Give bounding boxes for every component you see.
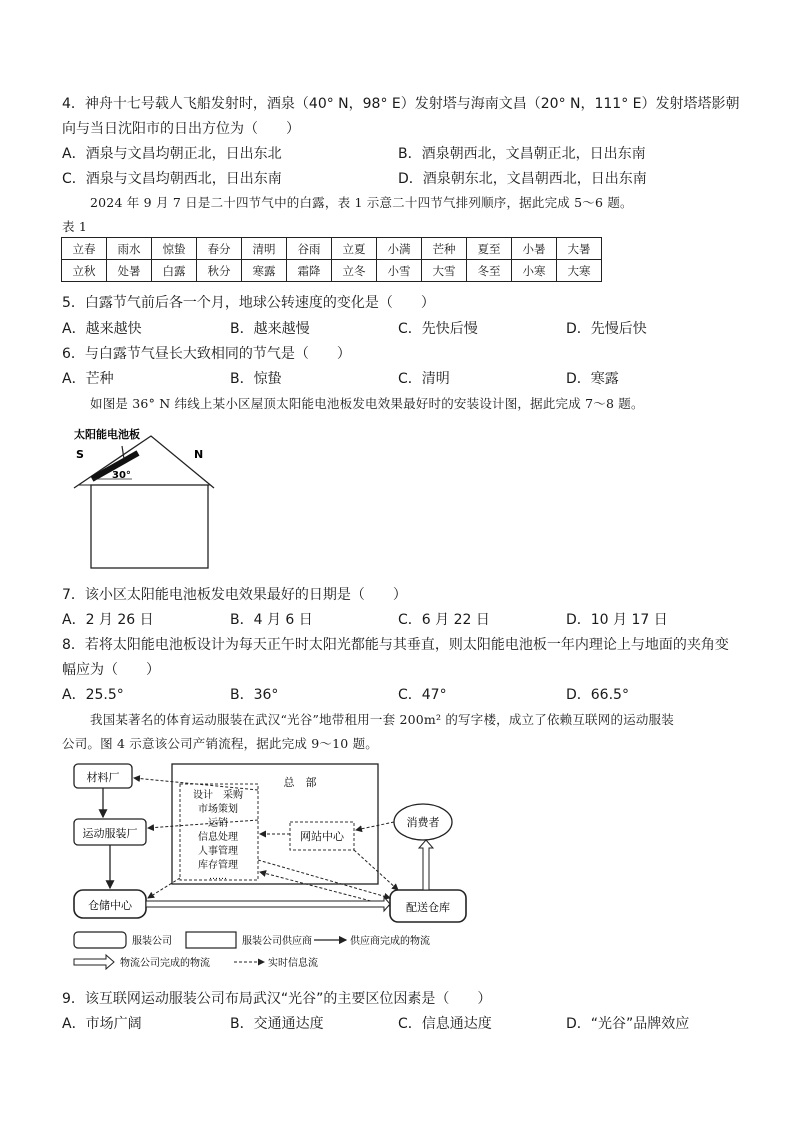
q5-option-a: A．越来越快	[62, 321, 142, 337]
logistics-flow-arrow	[419, 840, 433, 890]
q5-option-d: D．先慢后快	[566, 321, 647, 337]
table-cell: 霜降	[287, 260, 332, 282]
q8-option-a: A．25.5°	[62, 687, 124, 703]
panel-pointer	[122, 446, 124, 459]
hq-item: 运销	[208, 818, 228, 829]
q7-stem: 7．该小区太阳能电池板发电效果最好的日期是（ ）	[62, 587, 407, 603]
q5-stem: 5．白露节气前后各一个月，地球公转速度的变化是（ ）	[62, 295, 435, 311]
q7-option-d: D．10 月 17 日	[566, 612, 668, 628]
table-cell: 春分	[197, 238, 242, 260]
legend-supplier-swatch	[186, 932, 236, 948]
table-cell: 芒种	[422, 238, 467, 260]
garment-factory-label: 运动服装厂	[82, 827, 138, 840]
hq-item: ……	[209, 872, 227, 882]
table-cell: 立冬	[332, 260, 377, 282]
q7-option-c: C．6 月 22 日	[398, 612, 490, 628]
panel-label: 太阳能电池板	[74, 428, 140, 441]
south-label: S	[76, 448, 84, 461]
q6-option-a: A．芒种	[62, 371, 114, 387]
q4-option-d: D．酒泉朝东北，文昌朝西北，日出东南	[398, 171, 647, 187]
table-cell: 白露	[152, 260, 197, 282]
table-cell: 大暑	[557, 238, 602, 260]
table-cell: 小雪	[377, 260, 422, 282]
table-cell: 大寒	[557, 260, 602, 282]
q8-option-c: C．47°	[398, 687, 447, 703]
q9-option-b: B．交通通达度	[230, 1016, 324, 1032]
logistics-flow-arrow	[146, 897, 390, 911]
north-label: N	[194, 448, 204, 461]
hq-item: 库存管理	[198, 860, 238, 871]
q7-option-b: B．4 月 6 日	[230, 612, 313, 628]
table-cell: 立春	[62, 238, 107, 260]
q5-option-c: C．先快后慢	[398, 321, 478, 337]
table1-caption: 表 1	[62, 219, 88, 234]
table-cell: 秋分	[197, 260, 242, 282]
q4-stem-line1: 4．神舟十七号载人飞船发射时，酒泉（40° N，98° E）发射塔与海南文昌（20° N，111° E）发射塔塔影朝	[62, 96, 740, 112]
legend-info-label: 实时信息流	[268, 958, 318, 969]
table-cell: 立秋	[62, 260, 107, 282]
table-cell: 小满	[377, 238, 422, 260]
table-cell: 大雪	[422, 260, 467, 282]
legend-supplier-flow-label: 供应商完成的物流	[350, 936, 430, 947]
hq-item: 设计 采购	[193, 790, 243, 801]
q8-option-b: B．36°	[230, 687, 279, 703]
q9-option-d: D．“光谷”品牌效应	[566, 1016, 690, 1032]
q4-option-a: A．酒泉与文昌均朝正北，日出东北	[62, 146, 282, 162]
q8-option-d: D．66.5°	[566, 687, 629, 703]
q6-option-c: C．清明	[398, 371, 450, 387]
production-sales-flow-figure	[68, 760, 488, 978]
solar-terms-table	[61, 237, 602, 282]
q6-option-d: D．寒露	[566, 371, 619, 387]
table-row	[62, 260, 602, 282]
headquarters-label: 总 部	[283, 776, 317, 789]
table-cell: 寒露	[242, 260, 287, 282]
table-cell: 小暑	[512, 238, 557, 260]
table-cell: 处暑	[107, 260, 152, 282]
house-walls	[91, 485, 208, 568]
table-cell: 清明	[242, 238, 287, 260]
q6-stem: 6．与白露节气昼长大致相同的节气是（ ）	[62, 346, 351, 362]
legend-logistics-label: 物流公司完成的物流	[120, 958, 210, 969]
hq-item: 信息处理	[198, 832, 238, 843]
table-cell: 立夏	[332, 238, 377, 260]
hq-item: 市场策划	[198, 804, 238, 815]
q5-option-b: B．越来越慢	[230, 321, 310, 337]
q4-stem-line2: 向与当日沈阳市的日出方位为（ ）	[62, 121, 300, 137]
legend-logistics-arrow	[74, 955, 114, 969]
q7-option-a: A．2 月 26 日	[62, 612, 154, 628]
q9-option-c: C．信息通达度	[398, 1016, 492, 1032]
table-cell: 雨水	[107, 238, 152, 260]
material-factory-label: 材料厂	[86, 771, 120, 784]
table-cell: 惊蛰	[152, 238, 197, 260]
solar-panel-house-figure	[62, 424, 222, 570]
intro-5-6: 2024 年 9 月 7 日是二十四节气中的白露，表 1 示意二十四节气排列顺序，据此完成 5～6 题。	[90, 195, 633, 210]
table-cell: 谷雨	[287, 238, 332, 260]
q4-option-c: C．酒泉与文昌均朝西北，日出东南	[62, 171, 282, 187]
intro-9-10-line1: 我国某著名的体育运动服装在武汉“光谷”地带租用一套 200m² 的写字楼，成立了依赖互联网的运动服装	[90, 712, 674, 727]
delivery-warehouse-label: 配送仓库	[406, 901, 450, 914]
info-flow-arrow	[148, 878, 180, 898]
intro-7-8: 如图是 36° N 纬线上某小区屋顶太阳能电池板发电效果最好时的安装设计图，据此完成 7～8 题。	[90, 396, 644, 411]
legend-supplier-label: 服装公司供应商	[242, 936, 312, 947]
angle-label: 30°	[112, 470, 131, 481]
q4-option-b: B．酒泉朝西北，文昌朝正北，日出东南	[398, 146, 646, 162]
legend-company-label: 服装公司	[132, 936, 172, 947]
q8-stem-line1: 8．若将太阳能电池板设计为每天正午时太阳光都能与其垂直，则太阳能电池板一年内理论上与地面的夹角变	[62, 637, 729, 653]
consumer-label: 消费者	[406, 816, 440, 829]
warehouse-label: 仓储中心	[88, 899, 132, 912]
q6-option-b: B．惊蛰	[230, 371, 282, 387]
q9-stem: 9．该互联网运动服装公司布局武汉“光谷”的主要区位因素是（ ）	[62, 991, 492, 1007]
hq-item: 人事管理	[198, 846, 238, 857]
q9-option-a: A．市场广阔	[62, 1016, 142, 1032]
q8-stem-line2: 幅应为（ ）	[62, 662, 160, 678]
table-cell: 小寒	[512, 260, 557, 282]
intro-9-10-line2: 公司。图 4 示意该公司产销流程，据此完成 9～10 题。	[62, 736, 379, 751]
table-row	[62, 238, 602, 260]
legend-company-swatch	[74, 932, 126, 948]
website-center-label: 网站中心	[300, 830, 344, 843]
table-cell: 夏至	[467, 238, 512, 260]
table-cell: 冬至	[467, 260, 512, 282]
